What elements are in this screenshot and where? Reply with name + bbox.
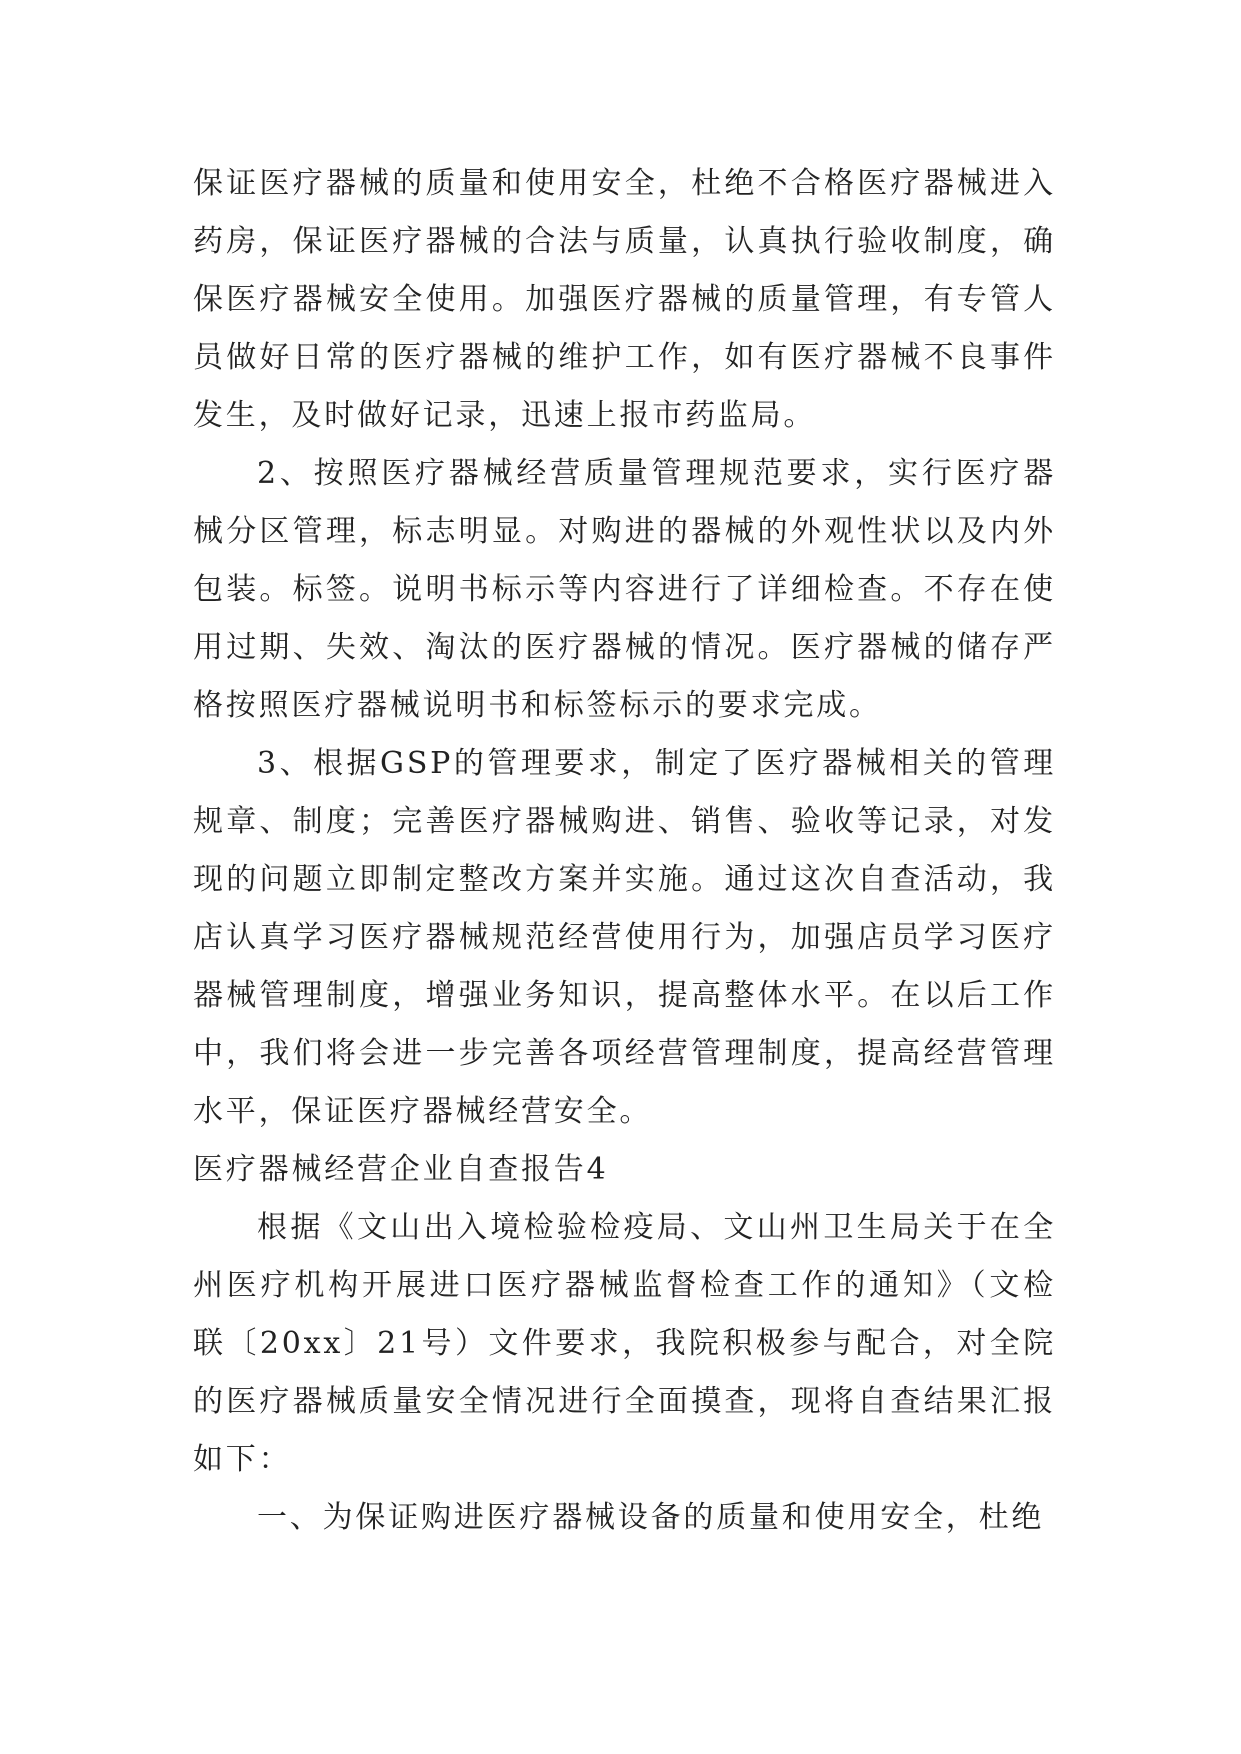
paragraph-continued: 保证医疗器械的质量和使用安全，杜绝不合格医疗器械进入药房，保证医疗器械的合法与质量，认真执行验收制度，确保医疗器械安全使用。加强医疗器械的质量管理，有专管人员做好日常的医疗器械的维护工作，如有医疗器械不良事件发生，及时做好记录，迅速上报市药监局。 [193, 166, 1056, 433]
paragraph-item-3: 3、根据GSP的管理要求，制定了医疗器械相关的管理规章、制度；完善医疗器械购进、销售、验收等记录，对发现的问题立即制定整改方案并实施。通过这次自查活动，我店认真学习医疗器械规范经营使用行为，加强店员学习医疗器械管理制度，增强业务知识，提高整体水平。在以后工作中，我们将会进一步完善各项经营管理制度，提高经营管理水平，保证医疗器械经营安全。 [193, 746, 1056, 1129]
paragraph-section-1: 一、为保证购进医疗器械设备的质量和使用安全，杜绝 [257, 1500, 1045, 1535]
paragraph-intro: 根据《文山出入境检验检疫局、文山州卫生局关于在全州医疗机构开展进口医疗器械监督检查工作的通知》（文检联〔20xx〕21号）文件要求，我院积极参与配合，对全院的医疗器械质量安全情况进行全面摸查，现将自查结果汇报如下： [193, 1210, 1056, 1477]
paragraph-item-2: 2、按照医疗器械经营质量管理规范要求，实行医疗器械分区管理，标志明显。对购进的器械的外观性状以及内外包装。标签。说明书标示等内容进行了详细检查。不存在使用过期、失效、淘汰的医疗器械的情况。医疗器械的储存严格按照医疗器械说明书和标签标示的要求完成。 [193, 456, 1056, 723]
document-body [193, 155, 1056, 1547]
section-heading: 医疗器械经营企业自查报告4 [193, 1152, 609, 1187]
